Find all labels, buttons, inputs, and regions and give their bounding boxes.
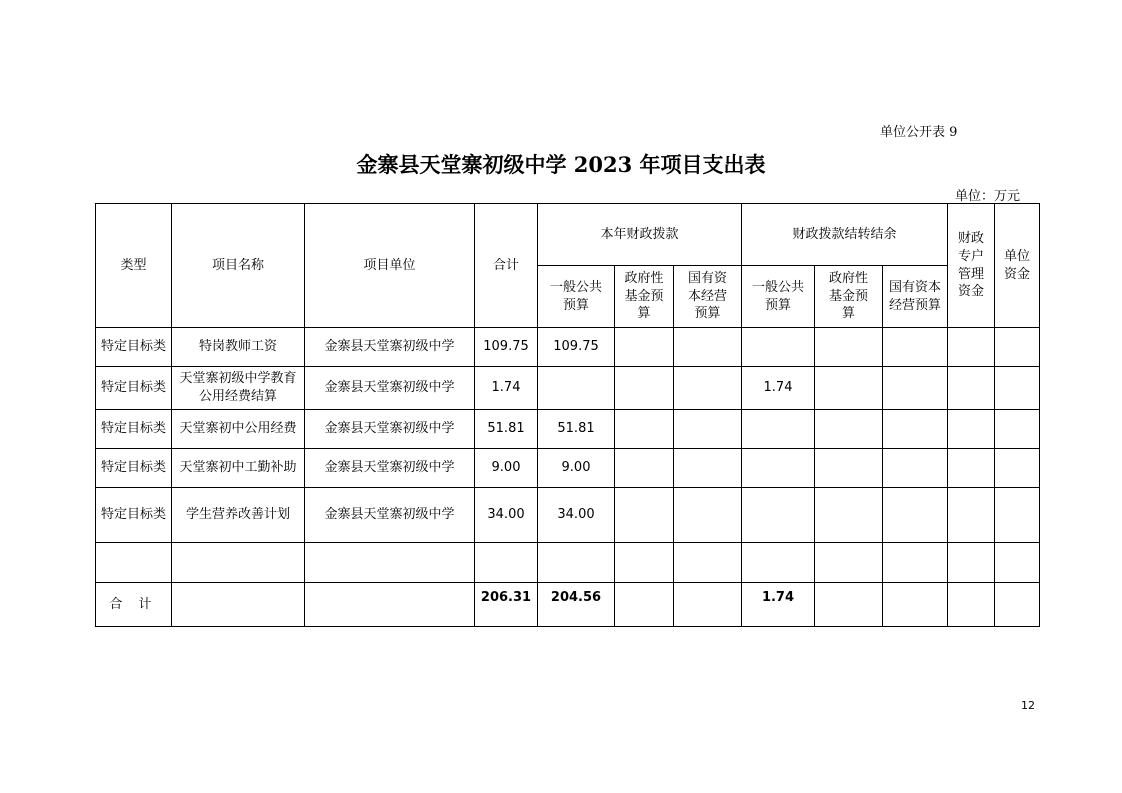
cell-general-budget: 109.75 — [538, 328, 615, 367]
empty-cell — [742, 543, 815, 583]
cell-project-name: 天堂寨初级中学教育公用经费结算 — [172, 367, 305, 410]
total-row — [96, 583, 1040, 627]
table-row — [96, 367, 1040, 410]
cell-carry-gov-fund-budget — [815, 449, 883, 488]
cell-carry-state-capital-budget — [883, 449, 948, 488]
cell-unit-funds — [995, 449, 1040, 488]
cell-total: 1.74 — [475, 367, 538, 410]
cell-total: 109.75 — [475, 328, 538, 367]
cell-project-unit: 金寨县天堂寨初级中学 — [305, 367, 475, 410]
cell-gov-fund-budget — [615, 410, 674, 449]
cell-carry-state-capital-budget — [883, 328, 948, 367]
cell-state-capital-budget — [674, 488, 742, 543]
empty-cell — [995, 543, 1040, 583]
cell-gov-fund-budget — [615, 328, 674, 367]
col-unit-funds: 单位资金 — [995, 204, 1040, 328]
empty-cell — [948, 543, 995, 583]
cell-carry-general-budget: 1.74 — [742, 367, 815, 410]
cell-carry-gov-fund-budget — [815, 410, 883, 449]
cell-general-budget: 9.00 — [538, 449, 615, 488]
empty-cell — [305, 543, 475, 583]
cell-carry-general-budget — [742, 449, 815, 488]
cell-carry-general-budget — [742, 410, 815, 449]
cell-gov-fund-budget — [615, 449, 674, 488]
cell-carry-gov-fund-budget — [815, 367, 883, 410]
col-carry-gov-fund-budget: 政府性基金预算 — [815, 266, 883, 328]
table-row — [96, 449, 1040, 488]
cell-type: 特定目标类 — [96, 449, 172, 488]
cell-state-capital-budget — [674, 449, 742, 488]
cell-general-budget: 51.81 — [538, 410, 615, 449]
table-row — [96, 488, 1040, 543]
col-total: 合计 — [475, 204, 538, 328]
cell-carry-gov-fund-budget — [815, 488, 883, 543]
total-carry-general-budget: 1.74 — [742, 583, 815, 627]
cell-state-capital-budget — [674, 410, 742, 449]
cell-project-name: 学生营养改善计划 — [172, 488, 305, 543]
empty-cell — [172, 543, 305, 583]
cell-project-name: 天堂寨初中工勤补助 — [172, 449, 305, 488]
empty-cell — [995, 583, 1040, 627]
col-state-capital-budget: 国有资本经营预算 — [674, 266, 742, 328]
cell-state-capital-budget — [674, 328, 742, 367]
cell-project-name: 特岗教师工资 — [172, 328, 305, 367]
empty-cell — [883, 543, 948, 583]
cell-project-name: 天堂寨初中公用经费 — [172, 410, 305, 449]
cell-special-funds — [948, 449, 995, 488]
cell-type: 特定目标类 — [96, 367, 172, 410]
cell-unit-funds — [995, 488, 1040, 543]
empty-cell — [538, 543, 615, 583]
cell-project-unit: 金寨县天堂寨初级中学 — [305, 488, 475, 543]
cell-unit-funds — [995, 367, 1040, 410]
total-general-budget: 204.56 — [538, 583, 615, 627]
empty-cell — [883, 583, 948, 627]
total-label: 合 计 — [96, 583, 172, 627]
empty-cell — [615, 583, 674, 627]
cell-carry-state-capital-budget — [883, 488, 948, 543]
project-expenditure-table — [95, 203, 1040, 627]
cell-type: 特定目标类 — [96, 410, 172, 449]
cell-unit-funds — [995, 328, 1040, 367]
empty-cell — [615, 543, 674, 583]
page-title: 金寨县天堂寨初级中学 2023 年项目支出表 — [356, 152, 766, 177]
empty-cell — [475, 543, 538, 583]
table-id: 单位公开表 9 — [880, 125, 958, 140]
cell-general-budget: 34.00 — [538, 488, 615, 543]
table-row — [96, 410, 1040, 449]
cell-special-funds — [948, 367, 995, 410]
empty-row — [96, 543, 1040, 583]
cell-project-unit: 金寨县天堂寨初级中学 — [305, 410, 475, 449]
cell-carry-state-capital-budget — [883, 410, 948, 449]
cell-total: 51.81 — [475, 410, 538, 449]
cell-project-unit: 金寨县天堂寨初级中学 — [305, 328, 475, 367]
cell-project-unit: 金寨县天堂寨初级中学 — [305, 449, 475, 488]
total-sum: 206.31 — [475, 583, 538, 627]
cell-total: 9.00 — [475, 449, 538, 488]
empty-cell — [674, 583, 742, 627]
cell-general-budget — [538, 367, 615, 410]
cell-type: 特定目标类 — [96, 488, 172, 543]
col-group-current-year: 本年财政拨款 — [538, 204, 742, 266]
cell-type: 特定目标类 — [96, 328, 172, 367]
col-group-carryover: 财政拨款结转结余 — [742, 204, 948, 266]
cell-gov-fund-budget — [615, 488, 674, 543]
cell-state-capital-budget — [674, 367, 742, 410]
empty-cell — [674, 543, 742, 583]
col-type: 类型 — [96, 204, 172, 328]
cell-special-funds — [948, 328, 995, 367]
cell-special-funds — [948, 488, 995, 543]
col-carry-general-budget: 一般公共预算 — [742, 266, 815, 328]
cell-carry-state-capital-budget — [883, 367, 948, 410]
empty-cell — [96, 543, 172, 583]
col-project-unit: 项目单位 — [305, 204, 475, 328]
col-project-name: 项目名称 — [172, 204, 305, 328]
unit-label: 单位：万元 — [954, 189, 1020, 204]
cell-total: 34.00 — [475, 488, 538, 543]
col-special-funds: 财政专户管理资金 — [948, 204, 995, 328]
cell-unit-funds — [995, 410, 1040, 449]
col-general-budget: 一般公共预算 — [538, 266, 615, 328]
empty-cell — [948, 583, 995, 627]
empty-cell — [815, 583, 883, 627]
page-number: 12 — [1021, 699, 1035, 712]
empty-cell — [815, 543, 883, 583]
cell-carry-general-budget — [742, 328, 815, 367]
cell-carry-gov-fund-budget — [815, 328, 883, 367]
cell-special-funds — [948, 410, 995, 449]
col-gov-fund-budget: 政府性基金预算 — [615, 266, 674, 328]
col-carry-state-capital-budget: 国有资本经营预算 — [883, 266, 948, 328]
table-row — [96, 328, 1040, 367]
cell-carry-general-budget — [742, 488, 815, 543]
cell-gov-fund-budget — [615, 367, 674, 410]
empty-cell — [172, 583, 305, 627]
header-row-1 — [96, 204, 1040, 266]
empty-cell — [305, 583, 475, 627]
